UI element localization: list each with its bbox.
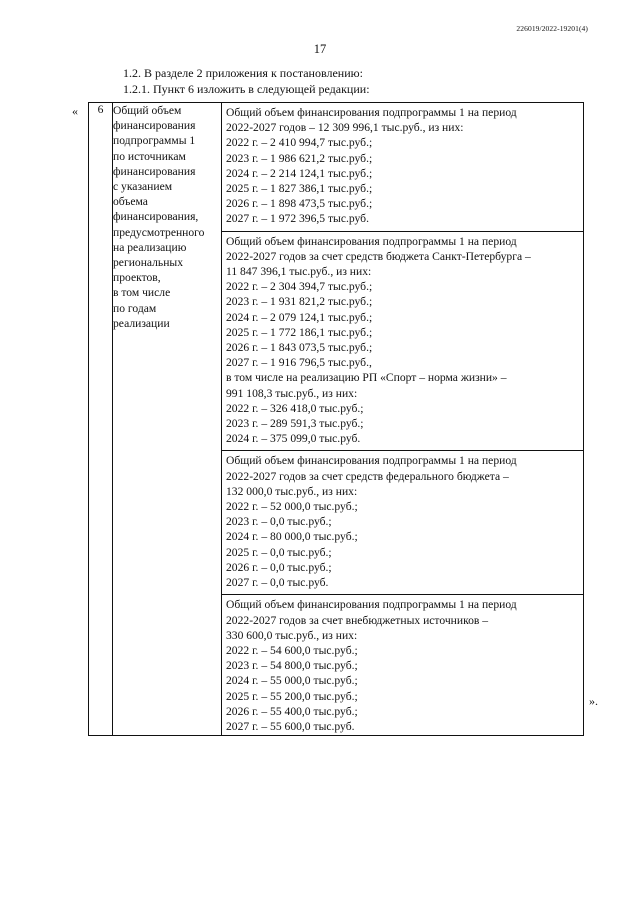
funding-section	[222, 595, 583, 735]
funding-line: Общий объем финансирования подпрограммы 1 на период	[226, 454, 517, 468]
funding-line: 2025 г. – 1 772 186,1 тыс.руб.;	[226, 325, 373, 339]
row-label-cell	[113, 103, 222, 736]
funding-line: 2025 г. – 0,0 тыс.руб.;	[226, 545, 332, 559]
opening-quote-mark: «	[72, 104, 78, 118]
funding-line: 2027 г. – 55 600,0 тыс.руб.	[226, 719, 355, 733]
funding-line: 2026 г. – 1 843 073,5 тыс.руб.;	[226, 341, 373, 355]
funding-line: 2027 г. – 1 972 396,5 тыс.руб.	[226, 212, 369, 226]
label-line: реализации	[113, 316, 170, 330]
funding-line: 330 600,0 тыс.руб., из них:	[226, 628, 358, 642]
funding-section	[222, 451, 583, 595]
label-line: предусмотренного	[113, 225, 205, 239]
funding-section	[222, 103, 583, 232]
funding-line: 2022 г. – 54 600,0 тыс.руб.;	[226, 643, 358, 657]
funding-line: 132 000,0 тыс.руб., из них:	[226, 484, 358, 498]
funding-line: 2022 г. – 2 304 394,7 тыс.руб.;	[226, 280, 373, 294]
funding-line: в том числе на реализацию РП «Спорт – норма жизни» –	[226, 371, 507, 385]
funding-line: 2025 г. – 55 200,0 тыс.руб.;	[226, 689, 358, 703]
table-row	[89, 103, 584, 736]
label-line: с указанием	[113, 180, 173, 194]
label-line: проектов,	[113, 271, 161, 285]
label-line: подпрограммы 1	[113, 134, 196, 148]
funding-line: Общий объем финансирования подпрограммы 1 на период	[226, 234, 517, 248]
funding-section	[222, 232, 583, 452]
funding-line: 11 847 396,1 тыс.руб., из них:	[226, 265, 372, 279]
funding-line: 2023 г. – 289 591,3 тыс.руб.;	[226, 417, 364, 431]
label-line: по годам	[113, 301, 157, 315]
row-number-cell: 6	[89, 103, 113, 736]
funding-line: Общий объем финансирования подпрограммы 1 на период	[226, 598, 517, 612]
funding-line: 2024 г. – 2 079 124,1 тыс.руб.;	[226, 310, 373, 324]
funding-line: 2026 г. – 55 400,0 тыс.руб.;	[226, 704, 358, 718]
section-heading: 1.2. В разделе 2 приложения к постановлению:	[123, 66, 363, 80]
funding-line: 2022-2027 годов за счет средств федерального бюджета –	[226, 469, 509, 483]
funding-line: 2022 г. – 52 000,0 тыс.руб.;	[226, 500, 358, 514]
funding-line: 2026 г. – 0,0 тыс.руб.;	[226, 560, 332, 574]
funding-line: 2027 г. – 0,0 тыс.руб.	[226, 576, 329, 590]
label-line: Общий объем	[113, 104, 182, 117]
label-line: объема	[113, 195, 148, 209]
funding-line: Общий объем финансирования подпрограммы 1 на период	[226, 106, 517, 119]
funding-line: 2023 г. – 1 986 621,2 тыс.руб.;	[226, 151, 373, 165]
label-line: финансирования	[113, 119, 196, 133]
funding-line: 2022 г. – 2 410 994,7 тыс.руб.;	[226, 136, 373, 150]
label-line: по источникам	[113, 149, 186, 163]
funding-line: 2022-2027 годов за счет внебюджетных источников –	[226, 613, 489, 627]
row-content-cell	[222, 103, 584, 736]
funding-line: 2023 г. – 1 931 821,2 тыс.руб.;	[226, 295, 373, 309]
funding-line: 2024 г. – 375 099,0 тыс.руб.	[226, 432, 361, 446]
label-line: финансирования,	[113, 210, 199, 224]
funding-line: 2023 г. – 0,0 тыс.руб.;	[226, 515, 332, 529]
funding-line: 2022 г. – 326 418,0 тыс.руб.;	[226, 401, 364, 415]
label-line: финансирования	[113, 164, 196, 178]
funding-line: 2022-2027 годов – 12 309 996,1 тыс.руб., из них:	[226, 121, 464, 135]
label-line: в том числе	[113, 286, 171, 300]
funding-line: 2025 г. – 1 827 386,1 тыс.руб.;	[226, 182, 373, 196]
funding-line: 2022-2027 годов за счет средств бюджета Санкт-Петербурга –	[226, 249, 531, 263]
funding-line: 2026 г. – 1 898 473,5 тыс.руб.;	[226, 197, 373, 211]
funding-line: 991 108,3 тыс.руб., из них:	[226, 386, 358, 400]
subsection-heading: 1.2.1. Пункт 6 изложить в следующей редакции:	[123, 82, 370, 96]
label-line: на реализацию	[113, 240, 187, 254]
funding-line: 2024 г. – 55 000,0 тыс.руб.;	[226, 674, 358, 688]
page-number: 17	[313, 42, 327, 56]
funding-line: 2024 г. – 2 214 124,1 тыс.руб.;	[226, 166, 373, 180]
funding-line: 2024 г. – 80 000,0 тыс.руб.;	[226, 530, 358, 544]
funding-line: 2023 г. – 54 800,0 тыс.руб.;	[226, 659, 358, 673]
funding-table	[88, 102, 584, 736]
closing-quote-mark: ».	[589, 694, 598, 708]
funding-line: 2027 г. – 1 916 796,5 тыс.руб.,	[226, 356, 372, 370]
document-registration-number: 226019/2022-19201(4)	[516, 24, 588, 33]
label-line: региональных	[113, 256, 184, 270]
